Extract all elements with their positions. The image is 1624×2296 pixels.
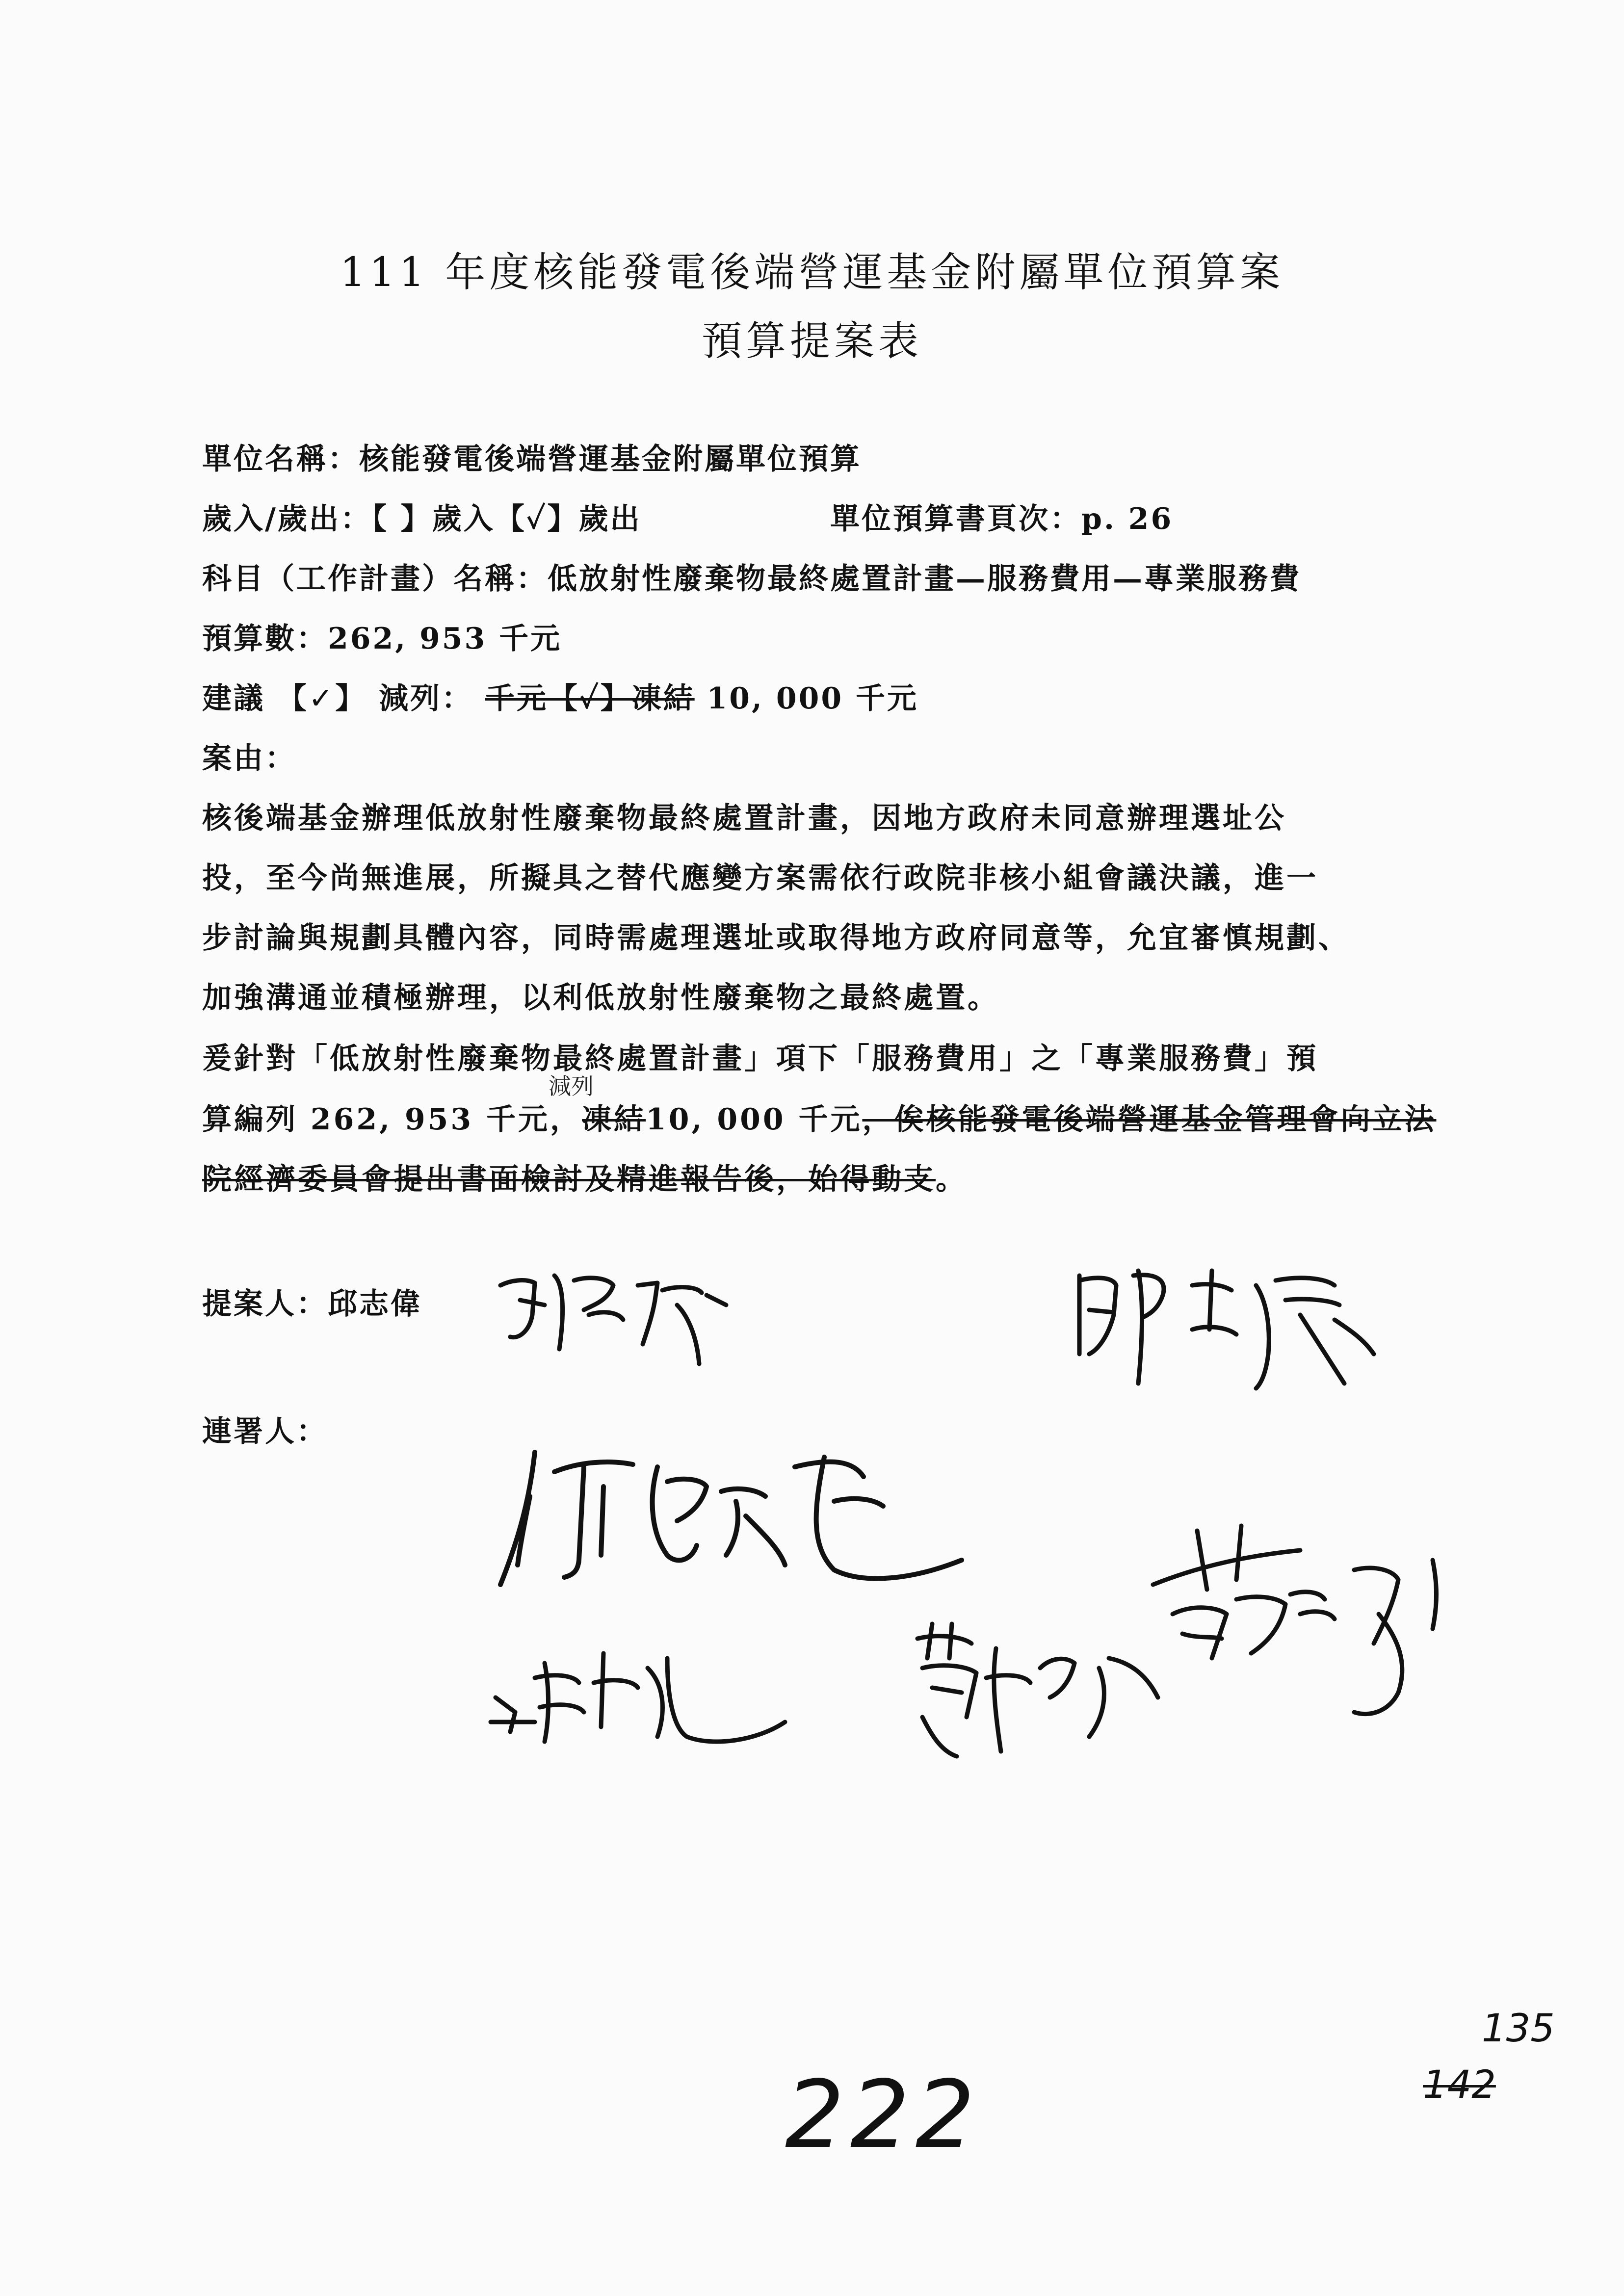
reason-paragraph-line: 爰針對「低放射性廢棄物最終處置計畫」項下「服務費用」之「專業服務費」預 xyxy=(202,1042,1318,1076)
proposal-prefix: 建議 xyxy=(202,681,265,716)
cosigner-signature-3 xyxy=(903,1609,1168,1766)
cosigner-signature-1 xyxy=(491,1437,971,1594)
document-subtitle: 預算提案表 xyxy=(701,318,922,365)
subject-line: 科目（工作計畫）名稱：低放射性廢棄物最終處置計畫—服務費用—專業服務費 xyxy=(202,562,1301,596)
reason-amended-line xyxy=(202,1096,1463,1138)
cosigner-signature-4 xyxy=(1143,1516,1457,1722)
reason-paragraph-line: 投，至今尚無進展，所擬具之替代應變方案需依行政院非核小組會議決議，進一 xyxy=(202,861,1318,895)
struck-condition-text: ，俟核能發電後端營運基金管理會向立法 xyxy=(862,1102,1437,1137)
amended-amount: 10, 000 千元 xyxy=(646,1102,863,1137)
reason-paragraph-line: 核後端基金辦理低放射性廢棄物最終處置計畫，因地方政府未同意辦理選址公 xyxy=(202,801,1286,835)
reason-struck-line xyxy=(202,1156,1463,1198)
unit-name-line: 單位名稱：核能發電後端營運基金附屬單位預算 xyxy=(202,442,862,476)
struck-freeze-word: 凍結 xyxy=(582,1102,646,1137)
document-title: 111 年度核能發電後端營運基金附屬單位預算案 xyxy=(340,249,1284,296)
budget-page-ref: 單位預算書頁次：p. 26 xyxy=(830,502,1174,536)
proposal-line xyxy=(202,675,918,717)
struck-condition-text-cont: 院經濟委員會提出書面檢討及精進報告後，始得動支 xyxy=(202,1162,936,1197)
proposer-signature-1 xyxy=(491,1256,746,1383)
cosigner-label: 連署人： xyxy=(202,1414,328,1449)
revenue-expense-field: 歲入/歲出：【 】歲入【✓】歲出 xyxy=(202,502,642,536)
cosigner-signature-2 xyxy=(481,1624,795,1751)
proposer-signature-2 xyxy=(1070,1256,1384,1403)
proposal-amount: 10, 000 千元 xyxy=(707,681,918,716)
handwritten-correction: 減列 xyxy=(549,1073,594,1099)
sentence-end: 。 xyxy=(936,1162,968,1197)
proposal-label: 減列： xyxy=(379,681,473,716)
reason-label: 案由： xyxy=(202,741,296,776)
page-number-main: 222 xyxy=(785,2061,981,2169)
amended-text-start: 算編列 262, 953 千元， xyxy=(202,1102,582,1137)
reason-paragraph-line: 加強溝通並積極辦理，以利低放射性廢棄物之最終處置。 xyxy=(202,981,999,1015)
proposer-label: 提案人：邱志偉 xyxy=(202,1287,422,1321)
budget-amount-line: 預算數：262, 953 千元 xyxy=(202,622,562,656)
page-number-corrected: 135 xyxy=(1482,2007,1555,2051)
proposal-struck-text: 千元【✓】凍結 xyxy=(485,681,695,716)
reason-paragraph-line: 步討論與規劃具體內容，同時需處理選址或取得地方政府同意等，允宜審慎規劃、 xyxy=(202,921,1350,955)
page-number-struck: 142 xyxy=(1423,2063,1496,2107)
proposal-check-mark: 【✓】 xyxy=(277,681,367,716)
revenue-expense-line xyxy=(202,496,1174,538)
